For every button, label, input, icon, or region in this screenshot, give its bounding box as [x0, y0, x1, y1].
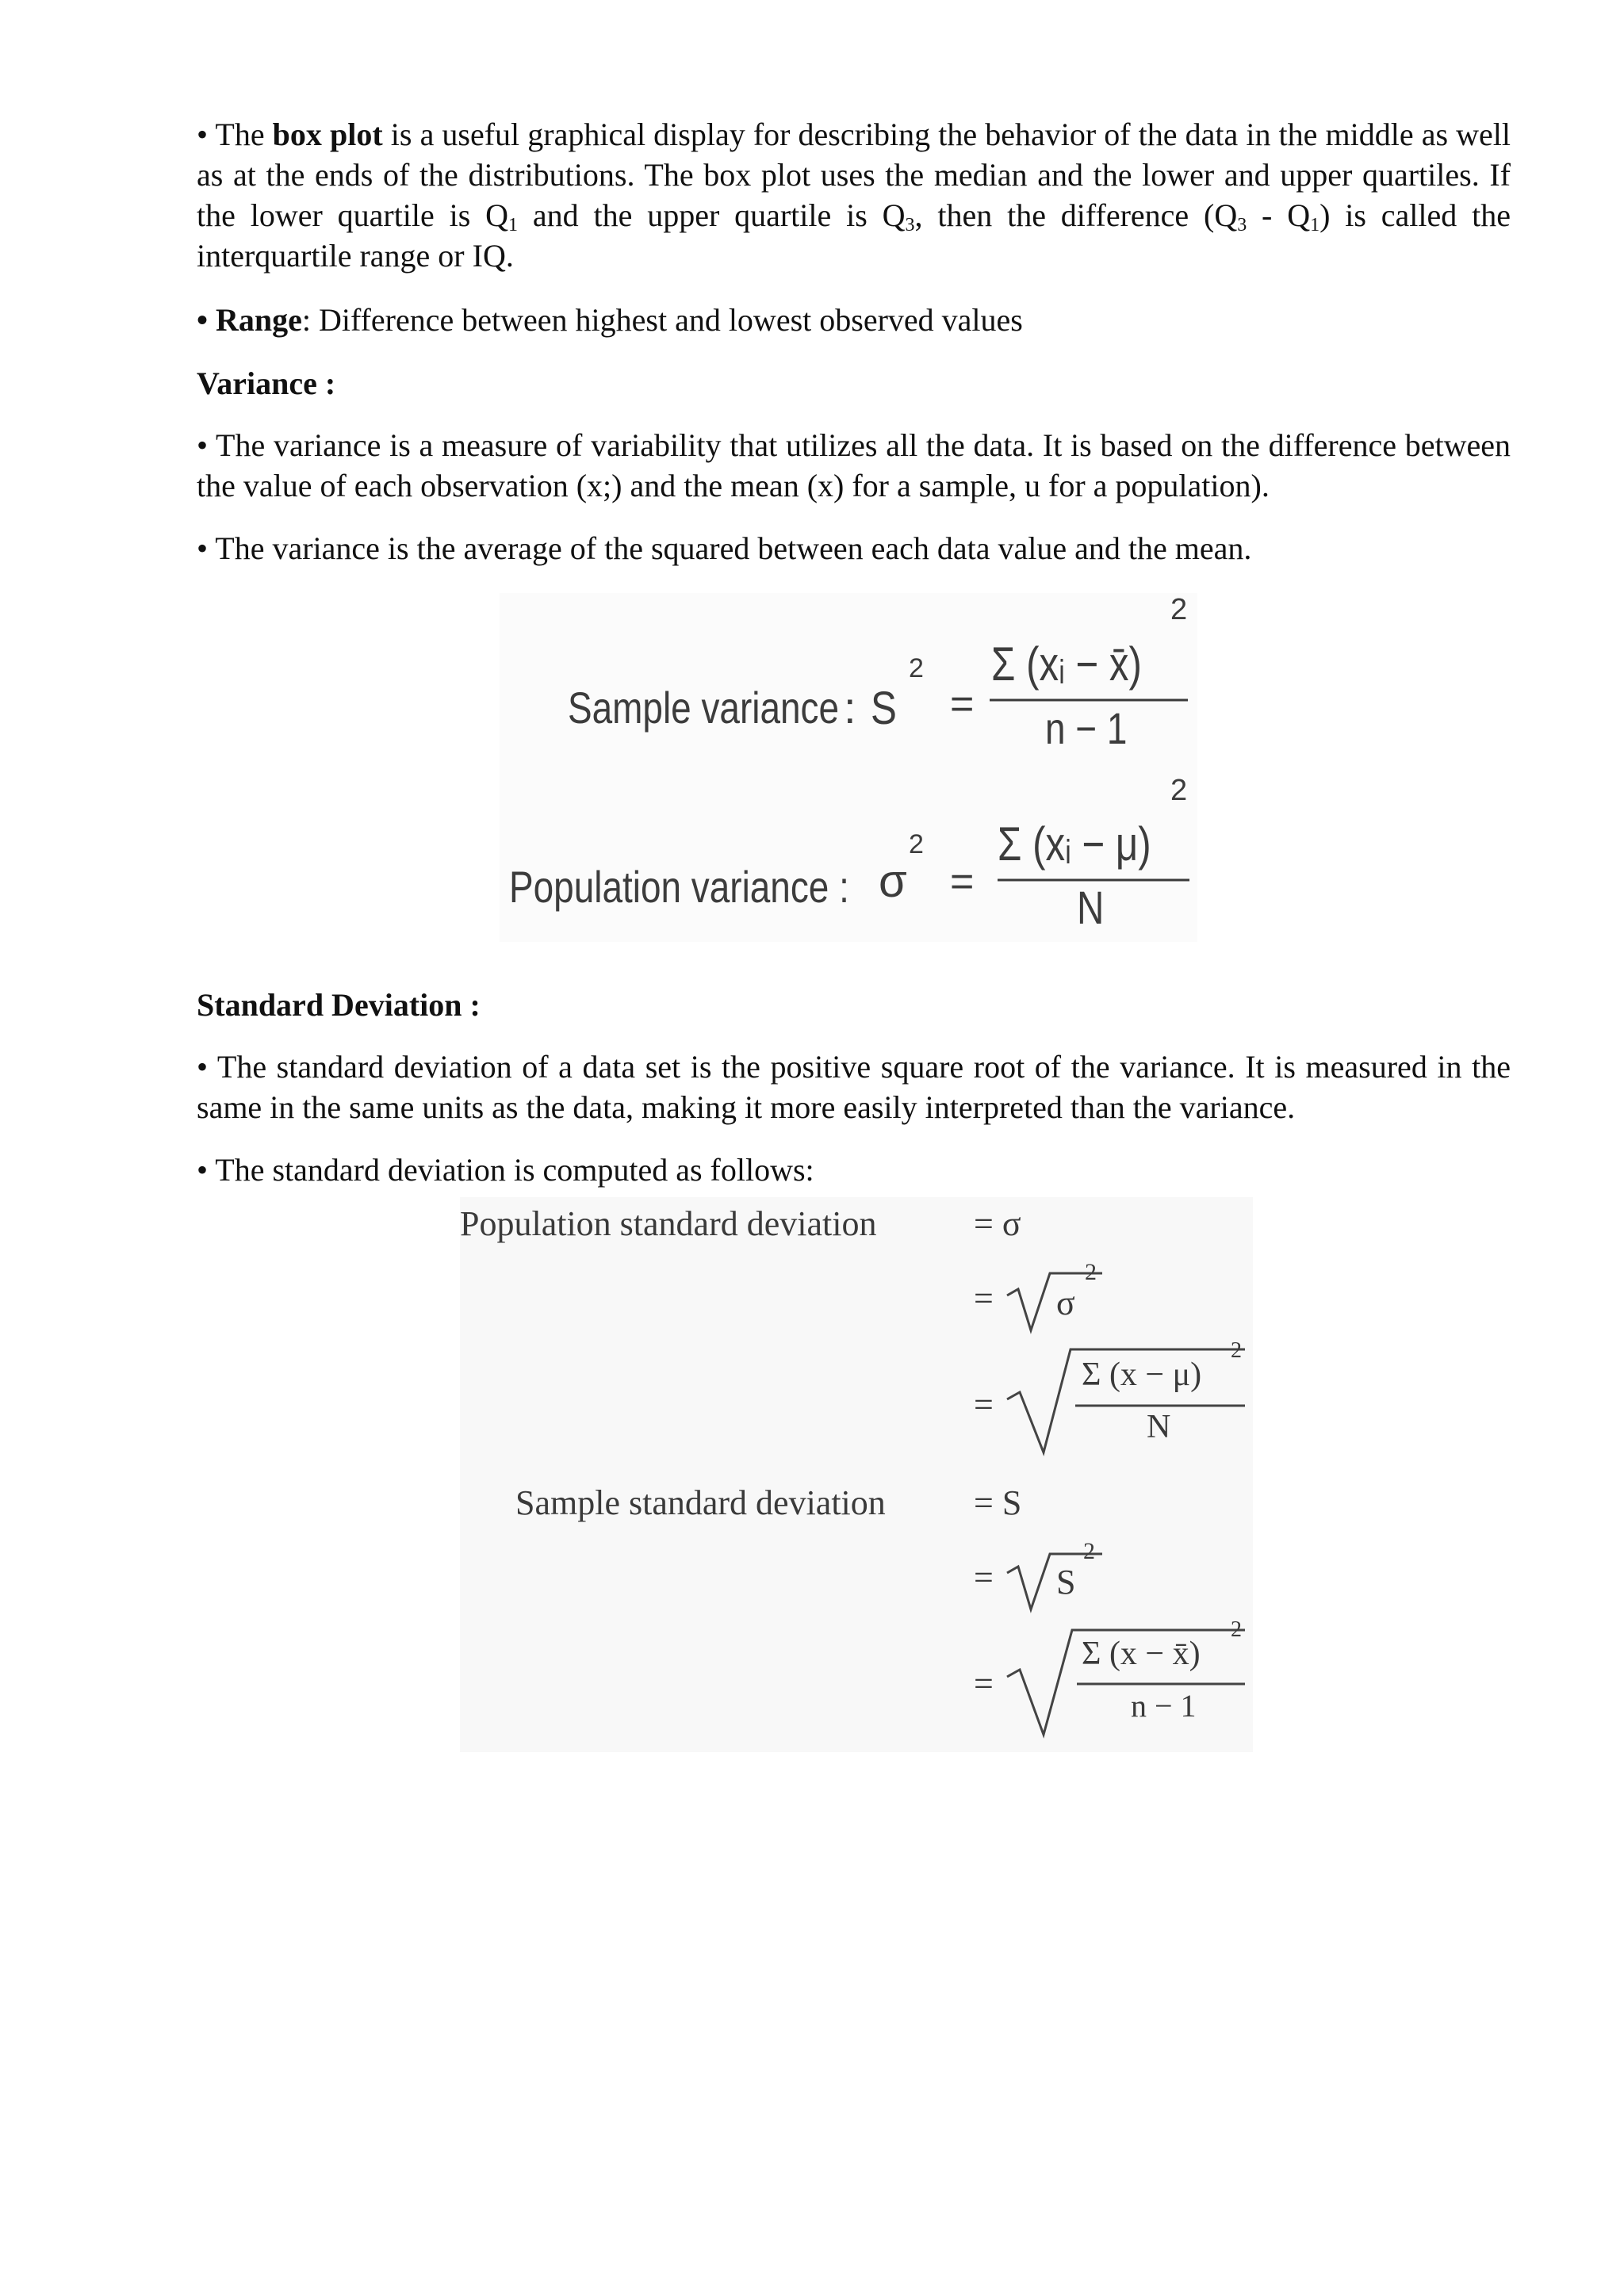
variance-bullet-1: • The variance is a measure of variability that utilizes all the data. It is based on the difference between the value of each observation (x;) and the mean (x) for a sample, u for a population). [197, 427, 1511, 503]
population-std-dev-numerator: Σ (x − μ) [1082, 1357, 1202, 1393]
bullet: • [197, 117, 209, 152]
range-term: • Range [197, 302, 302, 338]
variance-heading: Variance : [197, 365, 336, 401]
sample-std-dev-label: Sample standard deviation [515, 1483, 886, 1522]
range-paragraph: • Range: Difference between highest and lowest observed values [197, 302, 1023, 338]
sample-variance-label: Sample variance [568, 683, 840, 733]
variance-formula-image: Sample variance : S 2 = Σ (xᵢ − x̄) 2 n − 1 Population variance : σ 2 = Σ (xᵢ − μ) 2 N [500, 593, 1197, 942]
sample-variance-denominator: n − 1 [1045, 703, 1128, 753]
population-std-dev-denominator: N [1147, 1409, 1171, 1445]
population-variance-label: Population variance : [509, 862, 849, 912]
box-plot-term: box plot [272, 117, 383, 152]
std-dev-bullet-1: • The standard deviation of a data set is the positive square root of the variance. It is measured in the same in the same units as the data, making it more easily interpreted than the variance. [197, 1049, 1511, 1125]
sample-std-dev-numerator: Σ (x − x̄) [1082, 1636, 1201, 1672]
population-variance-denominator: N [1077, 882, 1105, 934]
population-std-dev-label: Population standard deviation [460, 1204, 877, 1243]
std-dev-heading: Standard Deviation : [197, 987, 481, 1023]
boxplot-paragraph: • The box plot is a useful graphical display for describing the behavior of the data in the middle as well as at the ends of the distributions. The box plot uses the median and the lower and upper quartiles. If the lower quartile is $Q_1$ and the upper quartile is $Q_3$, then the difference $(Q_3 - Q_1)$ is called the interquartile range or IQ. [197, 117, 1511, 274]
sample-std-dev-denominator: n − 1 [1131, 1688, 1197, 1724]
sample-variance-numerator: Σ (xᵢ − x̄) [991, 637, 1142, 691]
sample-variance-symbol: S [871, 683, 897, 734]
variance-bullet-2: • The variance is the average of the squared between each data value and the mean. [197, 530, 1252, 566]
std-dev-formula-image: Population standard deviation = σ = σ 2 = Σ (x − μ) 2 N Sample standard deviation = S = S 2 = Σ (x − x̄) 2 n − 1 [460, 1197, 1253, 1752]
population-variance-numerator: Σ (xᵢ − μ) [998, 817, 1151, 871]
population-variance-symbol: σ [879, 855, 907, 907]
std-dev-bullet-2: • The standard deviation is computed as follows: [197, 1152, 814, 1188]
